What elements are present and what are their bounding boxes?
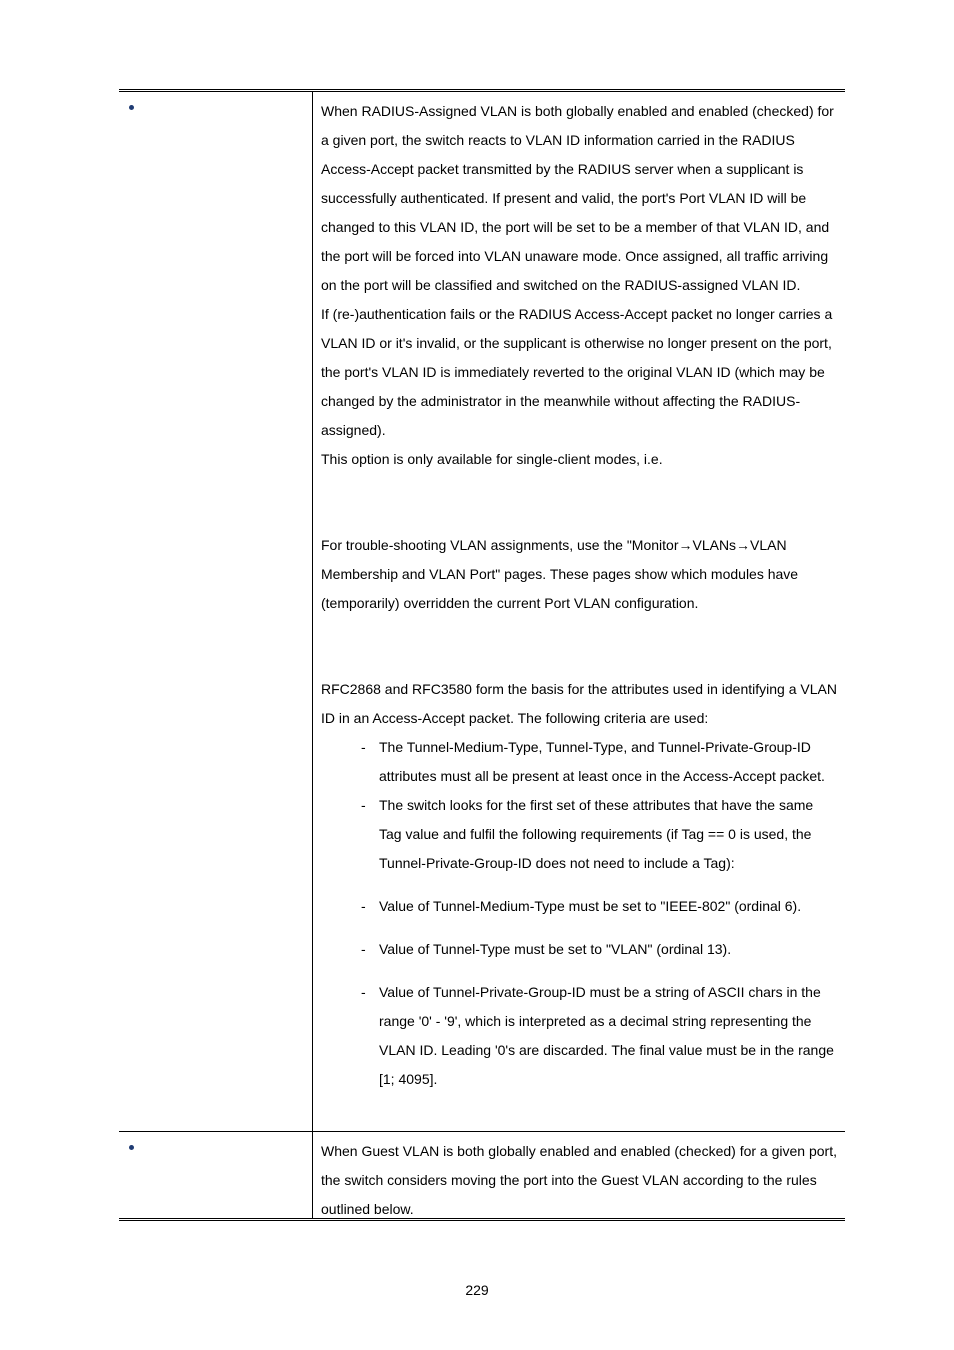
parameter-cell <box>119 92 313 1131</box>
criteria-item <box>361 892 839 921</box>
criteria-text: Value of Tunnel-Medium-Type must be set to "IEEE-802" (ordinal 6). <box>379 898 802 914</box>
description-paragraph: This option is only available for single-client modes, i.e. <box>321 451 663 467</box>
description-cell <box>313 92 845 1131</box>
parameter-table <box>119 89 845 1221</box>
dash-marker: - <box>361 984 366 1000</box>
dash-marker: - <box>361 941 366 957</box>
criteria-text: The Tunnel-Medium-Type, Tunnel-Type, and Tunnel-Private-Group-ID attributes must all be present at least once in the Access-Accept packet. <box>379 739 825 784</box>
page-number: 229 <box>465 1282 489 1298</box>
description-paragraph: When RADIUS-Assigned VLAN is both globally enabled and enabled (checked) for a given port, the switch reacts to VLAN ID information carried in the RADIUS Access-Accept packet transmitted by the RADIUS server when a supplicant is successfully authenticated. If present and valid, the port's Port VLAN ID will be changed to this VLAN ID, the port will be set to be a member of that VLAN ID, and the port will be forced into VLAN unaware mode. Once assigned, all traffic arriving on the port will be classified and switched on the RADIUS-assigned VLAN ID. <box>321 103 834 293</box>
bullet-icon <box>129 105 134 110</box>
criteria-text: Value of Tunnel-Private-Group-ID must be a string of ASCII chars in the range '0' - '9', which is interpreted as a decimal string representing the VLAN ID. Leading '0's are discarded. The final value must be in the range [1; 4095]. <box>379 984 834 1087</box>
description-paragraph: When Guest VLAN is both globally enabled and enabled (checked) for a given port, the switch considers moving the port into the Guest VLAN according to the rules outlined below. <box>321 1143 837 1217</box>
dash-marker: - <box>361 898 366 914</box>
dash-marker: - <box>361 797 366 813</box>
bullet-icon <box>129 1145 134 1150</box>
criteria-item <box>361 978 839 1094</box>
table-row-radius-assigned-vlan <box>119 92 845 1131</box>
description-paragraph: For trouble-shooting VLAN assignments, use the "Monitor→VLANs→VLAN Membership and VLAN Port" pages. These pages show which modules have (temporarily) overridden the current Port VLAN configuration. <box>321 537 799 611</box>
criteria-item <box>361 791 839 878</box>
description-cell <box>313 1132 845 1218</box>
table-row-guest-vlan <box>119 1131 845 1218</box>
criteria-text: The switch looks for the first set of these attributes that have the same Tag value and fulfil the following requirements (if Tag == 0 is used, the Tunnel-Private-Group-ID does not need to include a Tag): <box>379 797 814 871</box>
criteria-item <box>361 935 839 964</box>
criteria-item <box>361 733 839 791</box>
description-paragraph: RFC2868 and RFC3580 form the basis for the attributes used in identifying a VLAN ID in an Access-Accept packet. The following criteria are used: <box>321 681 837 726</box>
criteria-text: Value of Tunnel-Type must be set to "VLAN" (ordinal 13). <box>379 941 732 957</box>
dash-marker: - <box>361 739 366 755</box>
parameter-cell <box>119 1132 313 1218</box>
description-paragraph: If (re-)authentication fails or the RADIUS Access-Accept packet no longer carries a VLAN ID or it's invalid, or the supplicant is otherwise no longer present on the port, the port's VLAN ID is immediately reverted to the original VLAN ID (which may be changed by the administrator in the meanwhile without affecting the RADIUS-assigned). <box>321 306 833 438</box>
